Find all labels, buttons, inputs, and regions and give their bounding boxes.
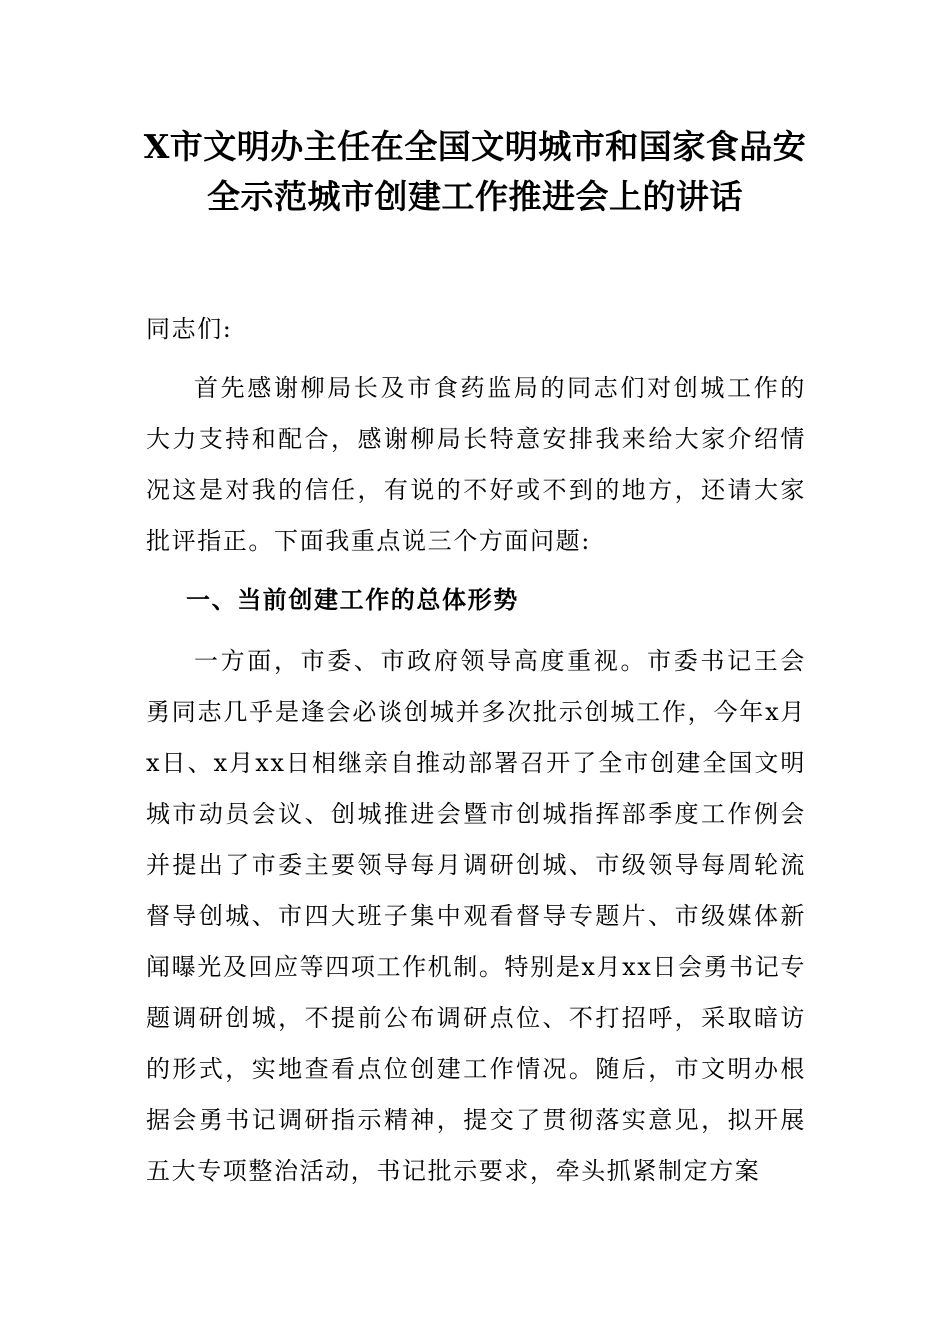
salutation: 同志们: (146, 315, 233, 343)
document-title: X市文明办主任在全国文明城市和国家食品安全示范城市创建工作推进会上的讲话 (143, 127, 807, 216)
body-paragraph: 一方面，市委、市政府领导高度重视。市委书记王会勇同志几乎是逢会必谈创城并多次批示创城工作，今年x月x日、x月xx日相继亲自推动部署召开了全市创建全国文明城市动员会议、创城推进会暨市创城指挥部季度工作例会并提出了市委主要领导每月调研创城、市级领导每周轮流督导创城、市四大班子集中观看督导专题片、市级媒体新闻曝光及回应等四项工作机制。特别是x月xx日会勇书记专题调研创城，不提前公布调研点位、不打招呼，采取暗访的形式，实地查看点位创建工作情况。随后，市文明办根据会勇书记调研指示精神，提交了贯彻落实意见，拟开展五大专项整治活动，书记批示要求，牵头抓紧制定方案 (146, 647, 806, 1185)
section-heading: 一、当前创建工作的总体形势 (186, 585, 519, 614)
opening-paragraph: 首先感谢柳局长及市食药监局的同志们对创城工作的大力支持和配合，感谢柳局长特意安排我来给大家介绍情况这是对我的信任，有说的不好或不到的地方，还请大家批评指正。下面我重点说三个方面问题: (146, 374, 806, 555)
